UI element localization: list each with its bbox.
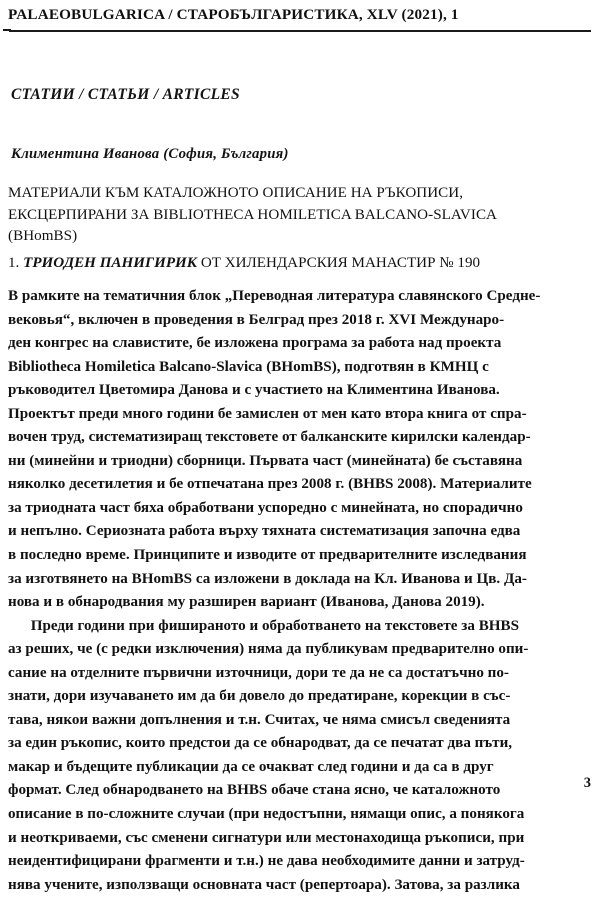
body-line: аз реших, че (с редки изключения) няма да публикувам предварително опи- bbox=[8, 641, 529, 658]
header-rule bbox=[9, 30, 591, 32]
body-line: в последно време. Принципите и изводите от предварителните изследвания bbox=[8, 547, 527, 564]
body-line: и непълно. Сериозната работа върху тяхната систематизация започна едва bbox=[8, 523, 521, 540]
page-title-line-3: (BHomBS) bbox=[8, 228, 78, 244]
body-line: неидентифицирани фрагменти и т.н.) не дава необходимите данни и затруд- bbox=[8, 853, 525, 870]
body-line: и неоткриваеми, със сменени сигнатури или местонаходища ръкописи, при bbox=[8, 829, 525, 846]
running-head-text: PALAEOBULGARICA / СТАРОБЪЛГАРИСТИКА, XLV (2021), 1 bbox=[8, 6, 459, 23]
page-title-line-2: ЕКСЦЕРПИРАНИ ЗА BIBLIOTHECA HOMILETICA BALCANO-SLAVICA bbox=[8, 206, 498, 223]
body-line: В рамките на тематичния блок „Переводная литература славянского Средне- bbox=[8, 288, 541, 304]
body-line: за триодната част бяха обработвани успоредно с минейната, но спорадично bbox=[8, 499, 523, 516]
subtitle-emphasis: ТРИОДЕН ПАНИГИРИК bbox=[23, 254, 198, 271]
body-line: Bibliotheca Homiletica Balcano-Slavica (BHomBS), подготвян в КМНЦ с bbox=[8, 358, 489, 375]
article-body bbox=[8, 285, 592, 897]
body-line: формат. След обнародването на BHBS обаче стана ясно, че каталожното bbox=[8, 782, 501, 799]
body-line: сание на отделните първични източници, дори те да не са достатъчно по- bbox=[8, 664, 509, 681]
article-subtitle bbox=[8, 253, 594, 275]
body-line: ден конгрес на славистите, бе изложена програма за работа над проекта bbox=[8, 335, 502, 352]
running-head bbox=[8, 6, 592, 24]
body-line: вековья“, включен в проведения в Белград през 2018 г. XVI Междунаро- bbox=[8, 311, 505, 328]
body-line: за един ръкопис, които предстои да се обнародват, да се печатат два пъти, bbox=[8, 735, 513, 752]
body-line: нява учените, използващи основната част (репертоара). Затова, за разлика bbox=[8, 876, 520, 893]
body-line: вочен труд, систематизиращ текстовете от балканските кирилски календар- bbox=[8, 429, 531, 446]
author-byline: Климентина Иванова (София, България) bbox=[11, 146, 289, 162]
body-line: няколко десетилетия и бе отпечатана през 2008 г. (BHBS 2008). Материалите bbox=[8, 476, 532, 493]
body-line: нова и в обнародвания му разширен вариант (Иванова, Данова 2019). bbox=[8, 594, 485, 611]
body-line: ръководител Цветомира Данова и с участието на Климентина Иванова. bbox=[8, 382, 500, 399]
subtitle-number: 1. bbox=[8, 254, 24, 271]
page-title-line-1: МАТЕРИАЛИ КЪМ КАТАЛОЖНОТО ОПИСАНИЕ НА РЪКОПИСИ, bbox=[8, 185, 464, 201]
body-line: Проектът преди много години бе замислен от мен като втора книга от спра- bbox=[8, 405, 527, 422]
section-label: СТАТИИ / СТАТЬИ / ARTICLES bbox=[11, 86, 240, 103]
subtitle-rest: ОТ ХИЛЕНДАРСКИЯ МАНАСТИР № 190 bbox=[197, 254, 481, 271]
body-line: описание в по-сложните случаи (при недостъпни, нямащи опис, а понякога bbox=[8, 806, 525, 823]
body-line: макар и бъдещите публикации да се очакват след години и да са в друг bbox=[8, 758, 494, 775]
body-line: ни (минейни и триодни) сборници. Първата част (минейната) бе съставяна bbox=[8, 452, 523, 469]
body-line: Преди години при фишираното и обработването на текстовете за BHBS bbox=[8, 617, 520, 634]
article-title-block bbox=[8, 183, 594, 274]
page-number: 3 bbox=[583, 775, 591, 791]
body-line: за изготвянето на BHomBS са изложени в доклада на Кл. Иванова и Цв. Да- bbox=[8, 570, 527, 587]
body-line: тава, някои важни допълнения и т.н. Считах, че няма смисъл сведенията bbox=[8, 711, 511, 728]
body-line: знати, дори изучаването им да би довело до предатиране, корекции в със- bbox=[8, 688, 511, 705]
